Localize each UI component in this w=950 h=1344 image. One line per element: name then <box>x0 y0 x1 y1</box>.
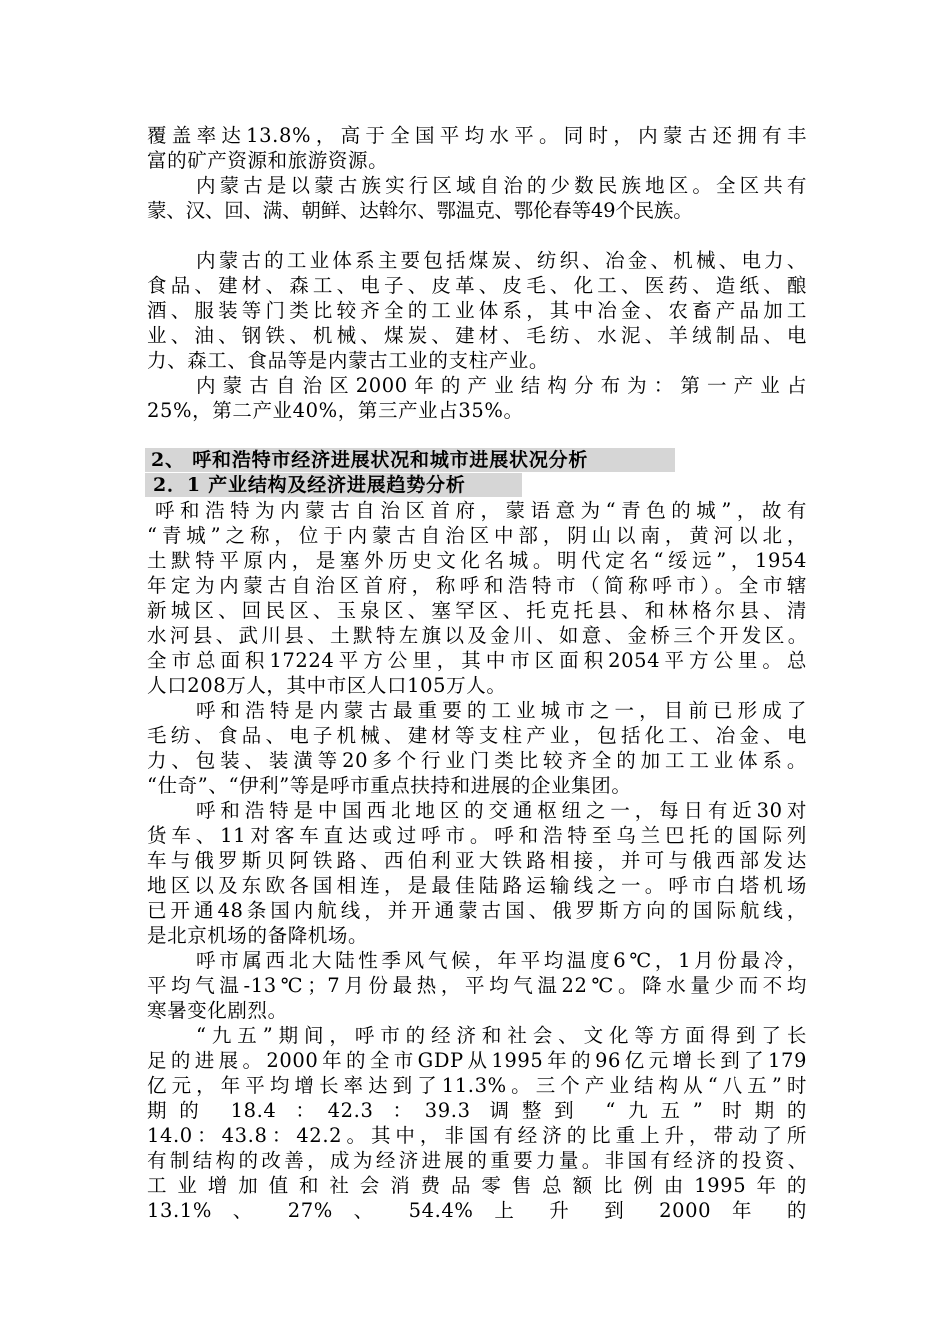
text-line: 年定为内蒙古自治区首府，称呼和浩特市（简称呼市）。全市辖 <box>147 574 807 597</box>
text-line: 覆盖率达13.8%，高于全国平均水平。同时，内蒙古还拥有丰 <box>147 124 807 147</box>
text-line: 呼和浩特是中国西北地区的交通枢纽之一，每日有近30对 <box>196 799 807 822</box>
text-line: 富的矿产资源和旅游资源。 <box>147 149 389 172</box>
text-line: 是北京机场的备降机场。 <box>147 924 369 947</box>
text-line: 呼和浩特是内蒙古最重要的工业城市之一，目前已形成了 <box>196 699 807 722</box>
subsection-heading: 2．1 产业结构及经济进展趋势分析 <box>145 473 522 497</box>
text-line: 食品、建材、森工、电子、皮革、皮毛、化工、医药、造纸、酿 <box>147 274 807 297</box>
text-line: 业、油、钢铁、机械、煤炭、建材、毛纺、水泥、羊绒制品、电 <box>147 324 807 347</box>
text-line: 全市总面积17224平方公里，其中市区面积2054平方公里。总 <box>147 649 807 672</box>
text-line: 有制结构的改善，成为经济进展的重要力量。非国有经济的投资、 <box>147 1149 807 1172</box>
text-line: 蒙、汉、回、满、朝鲜、达斡尔、鄂温克、鄂伦春等49个民族。 <box>147 199 693 222</box>
text-line: 期的 18.4 ：42.3 ：39.3 调整到 “九五” 时期的 <box>147 1099 807 1122</box>
text-line: 酒、服装等门类比较齐全的工业体系，其中冶金、农畜产品加工 <box>147 299 807 322</box>
text-line: 亿元，年平均增长率达到了11.3%。三个产业结构从“八五”时 <box>147 1074 807 1097</box>
text-line: 力、森工、食品等是内蒙古工业的支柱产业。 <box>147 349 550 372</box>
text-line: 寒暑变化剧烈。 <box>147 999 288 1022</box>
text-line: 水河县、武川县、土默特左旗以及金川、如意、金桥三个开发区。 <box>147 624 807 647</box>
text-line: 工业增加值和社会消费品零售总额比例由1995年的 <box>147 1174 807 1197</box>
text-line: 内蒙古的工业体系主要包括煤炭、纺织、冶金、机械、电力、 <box>196 249 807 272</box>
text-line: 14.0：43.8：42.2。其中，非国有经济的比重上升，带动了所 <box>147 1124 807 1147</box>
text-line: 新城区、回民区、玉泉区、塞罕区、托克托县、和林格尔县、清 <box>147 599 807 622</box>
text-line: 地区以及东欧各国相连，是最佳陆路运输线之一。呼市白塔机场 <box>147 874 807 897</box>
text-line: “仕奇”、“伊利”等是呼市重点扶持和进展的企业集团。 <box>147 774 632 797</box>
text-line: 呼和浩特为内蒙古自治区首府，蒙语意为“青色的城”，故有 <box>155 499 807 522</box>
text-line: 货车、11对客车直达或过呼市。呼和浩特至乌兰巴托的国际列 <box>147 824 807 847</box>
text-line: “九五”期间，呼市的经济和社会、文化等方面得到了长 <box>196 1024 807 1047</box>
text-line: 内蒙古自治区2000年的产业结构分布为：第一产业占 <box>196 374 807 397</box>
text-line: “青城”之称，位于内蒙古自治区中部，阴山以南，黄河以北， <box>147 524 807 547</box>
text-line: 毛纺、食品、电子机械、建材等支柱产业，包括化工、冶金、电 <box>147 724 807 747</box>
text-line: 25%，第二产业40%，第三产业占35%。 <box>147 399 524 422</box>
text-line: 土默特平原内，是塞外历史文化名城。明代定名“绥远”，1954 <box>147 549 807 572</box>
text-line: 足的进展。2000年的全市GDP从1995年的96亿元增长到了179 <box>147 1049 807 1072</box>
text-line: 13.1% 、 27% 、 54.4% 上 升 到 2000 年 的 <box>147 1199 807 1222</box>
text-line: 平均气温-13℃；7月份最热，平均气温22℃。降水量少而不均 <box>147 974 807 997</box>
text-line: 车与俄罗斯贝阿铁路、西伯利亚大铁路相接，并可与俄西部发达 <box>147 849 807 872</box>
text-line: 内蒙古是以蒙古族实行区域自治的少数民族地区。全区共有 <box>196 174 807 197</box>
section-heading: 2、 呼和浩特市经济进展状况和城市进展状况分析 <box>145 448 675 472</box>
text-line: 人口208万人，其中市区人口105万人。 <box>147 674 507 697</box>
text-line: 力、包装、装潢等20多个行业门类比较齐全的加工工业体系。 <box>147 749 807 772</box>
text-line: 呼市属西北大陆性季风气候，年平均温度6℃，1月份最冷， <box>196 949 807 972</box>
text-line: 已开通48条国内航线，并开通蒙古国、俄罗斯方向的国际航线， <box>147 899 807 922</box>
